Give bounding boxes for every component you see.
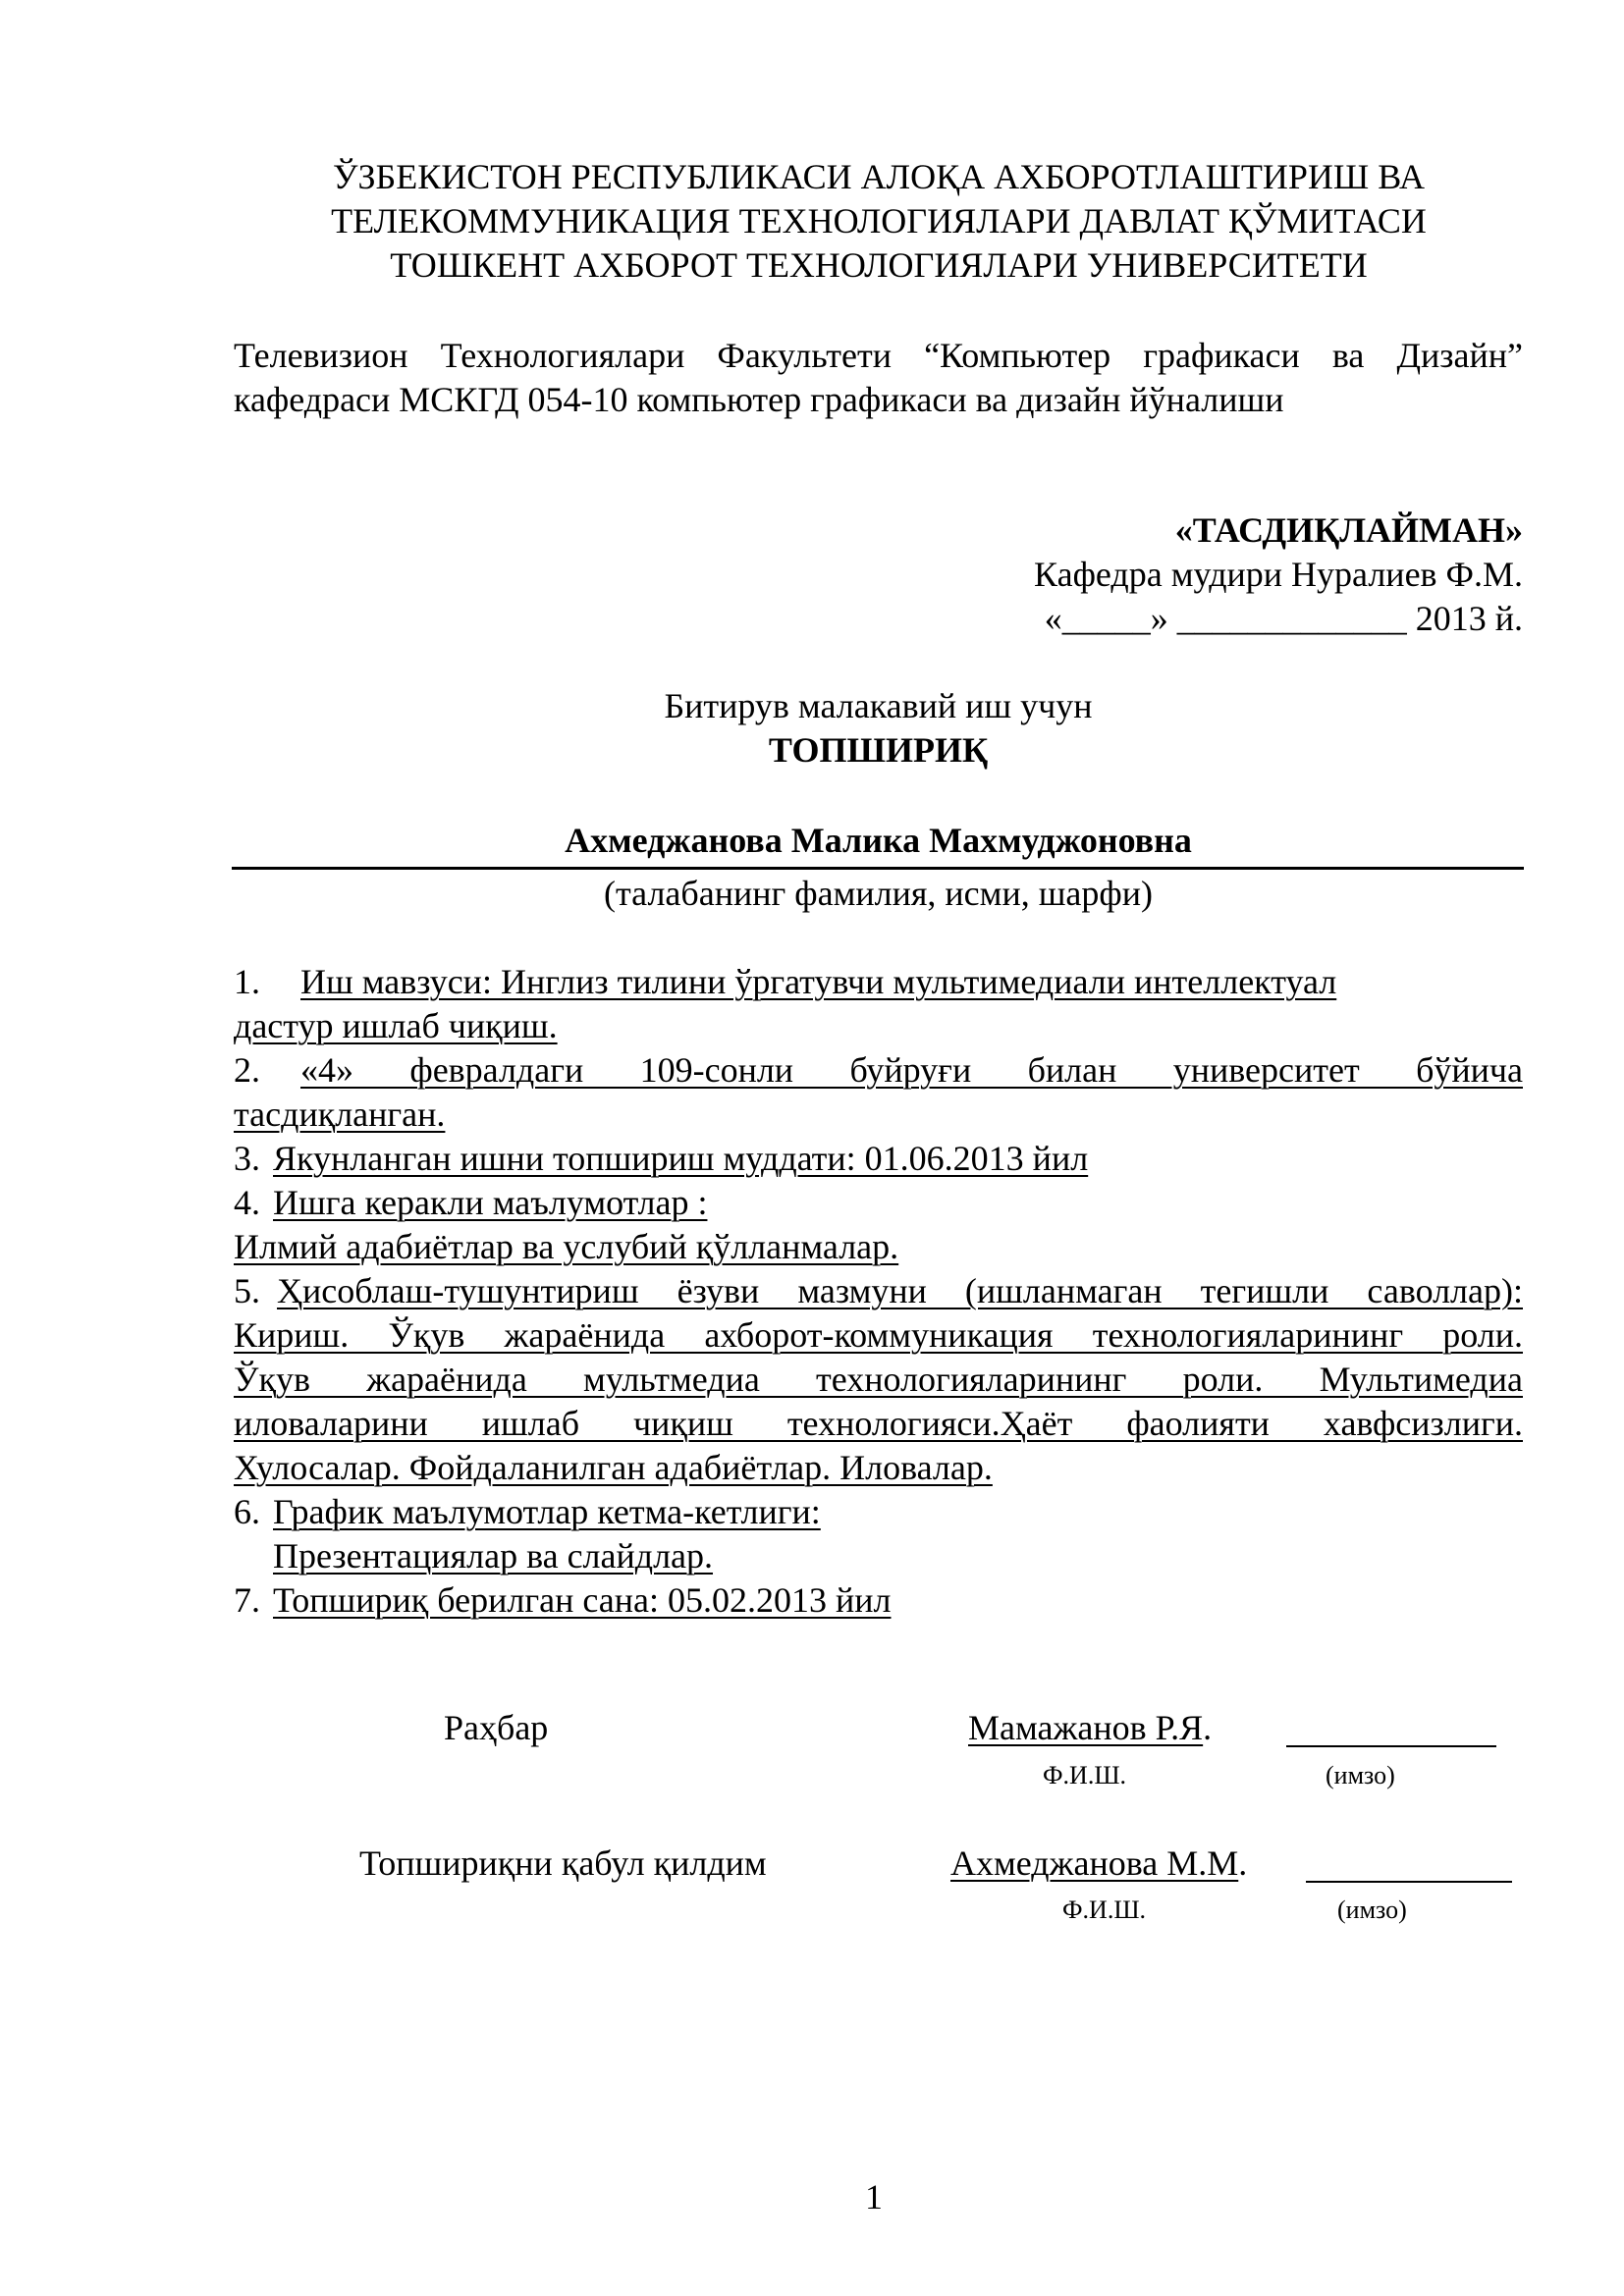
student-sign-name-wrap bbox=[950, 1842, 1247, 1886]
supervisor-name-wrap bbox=[968, 1706, 1212, 1750]
item-5-line-1: Ҳисоблаш-тушунтириш ёзуви мазмуни (ишланмаган тегишли саволлар): bbox=[277, 1271, 1523, 1310]
student-name: Ахмеджанова Малика Махмуджоновна bbox=[565, 821, 1192, 860]
supervisor-role: Раҳбар bbox=[444, 1708, 549, 1747]
student-caption: (талабанинг фамилия, исми, шарфи) bbox=[604, 874, 1153, 913]
item-4-number: 4. bbox=[234, 1183, 260, 1222]
item-5-line-2: Кириш. Ўқув жараёнида ахборот-коммуникация технологияларининг роли. bbox=[234, 1315, 1523, 1355]
item-2-text-b: тасдиқланган. bbox=[234, 1095, 446, 1134]
header-line-3: ТОШКЕНТ АХБОРОТ ТЕХНОЛОГИЯЛАРИ УНИВЕРСИТЕТИ bbox=[390, 245, 1368, 285]
item-7-number: 7. bbox=[234, 1580, 260, 1620]
faculty-line-2: кафедраси МСКГД 054-10 компьютер графикаси ва дизайн йўналиши bbox=[234, 380, 1284, 419]
item-7-text: Топшириқ берилган сана: 05.02.2013 йил bbox=[273, 1580, 892, 1620]
item-5-line-5: Хулосалар. Фойдаланилган адабиётлар. Иловалар. bbox=[234, 1448, 993, 1487]
item-4-text-a: Ишга керакли маълумотлар : bbox=[273, 1183, 708, 1222]
header-block bbox=[177, 155, 1581, 288]
item-5-line-4: иловаларини ишлаб чиқиш технологияси.Ҳаёт фаолияти хавфсизлиги. bbox=[234, 1404, 1523, 1443]
student-sign-name: Ахмеджанова М.М bbox=[950, 1843, 1239, 1883]
item-4-text-b: Илмий адабиётлар ва услубий қўлланмалар. bbox=[234, 1227, 899, 1266]
approval-title: «ТАСДИҚЛАЙМАН» bbox=[1174, 510, 1523, 550]
item-3-text: Якунланган ишни топшириш муддати: 01.06.2013 йил bbox=[273, 1139, 1089, 1178]
item-2-number: 2. bbox=[234, 1050, 260, 1090]
supervisor-fish-caption: Ф.И.Ш. bbox=[1043, 1761, 1127, 1789]
supervisor-name-dot: . bbox=[1203, 1708, 1213, 1747]
header-line-2: ТЕЛЕКОММУНИКАЦИЯ ТЕХНОЛОГИЯЛАРИ ДАВЛАТ ҚЎМИТАСИ bbox=[331, 201, 1427, 240]
student-imzo-caption: (имзо) bbox=[1337, 1896, 1407, 1924]
supervisor-imzo-caption: (имзо) bbox=[1326, 1761, 1395, 1789]
item-1-text-b: дастур ишлаб чиқиш. bbox=[234, 1006, 558, 1045]
item-6-text-b: Презентациялар ва слайдлар. bbox=[273, 1536, 714, 1575]
approval-date: «_____» _____________ 2013 й. bbox=[1044, 599, 1523, 638]
item-3-number: 3. bbox=[234, 1139, 260, 1178]
student-name-line bbox=[232, 867, 1524, 870]
item-2-text-a: «4» февралдаги 109-сонли буйруғи билан университет бўйича bbox=[300, 1050, 1523, 1090]
item-5-number: 5. bbox=[234, 1271, 260, 1310]
header-line-1: ЎЗБЕКИСТОН РЕСПУБЛИКАСИ АЛОҚА АХБОРОТЛАШТИРИШ ВА bbox=[333, 157, 1425, 196]
student-accept-role: Топшириқни қабул қилдим bbox=[359, 1843, 767, 1883]
item-1-text-a: Иш мавзуси: Инглиз тилини ўргатувчи мультимедиали интеллектуал bbox=[300, 962, 1337, 1001]
page-number: 1 bbox=[865, 2177, 883, 2216]
item-6-text-a: График маълумотлар кетма-кетлиги: bbox=[273, 1492, 821, 1531]
student-sign-name-dot: . bbox=[1238, 1843, 1248, 1883]
assignment-subtitle: Битирув малакавий иш учун bbox=[664, 686, 1093, 725]
supervisor-signature-line bbox=[1286, 1745, 1496, 1747]
item-1-number: 1. bbox=[234, 962, 260, 1001]
student-signature-line bbox=[1306, 1881, 1512, 1883]
supervisor-name: Мамажанов Р.Я bbox=[968, 1708, 1204, 1747]
student-fish-caption: Ф.И.Ш. bbox=[1062, 1896, 1147, 1924]
assignment-title: ТОПШИРИҚ bbox=[768, 730, 989, 770]
faculty-line-1: Телевизион Технологиялари Факультети “Компьютер графикаси ва Дизайн” bbox=[234, 336, 1523, 375]
approval-head: Кафедра мудири Нуралиев Ф.М. bbox=[1034, 555, 1523, 594]
item-5-line-3: Ўқув жараёнида мультмедиа технологияларининг роли. Мультимедиа bbox=[234, 1360, 1523, 1399]
item-6-number: 6. bbox=[234, 1492, 260, 1531]
